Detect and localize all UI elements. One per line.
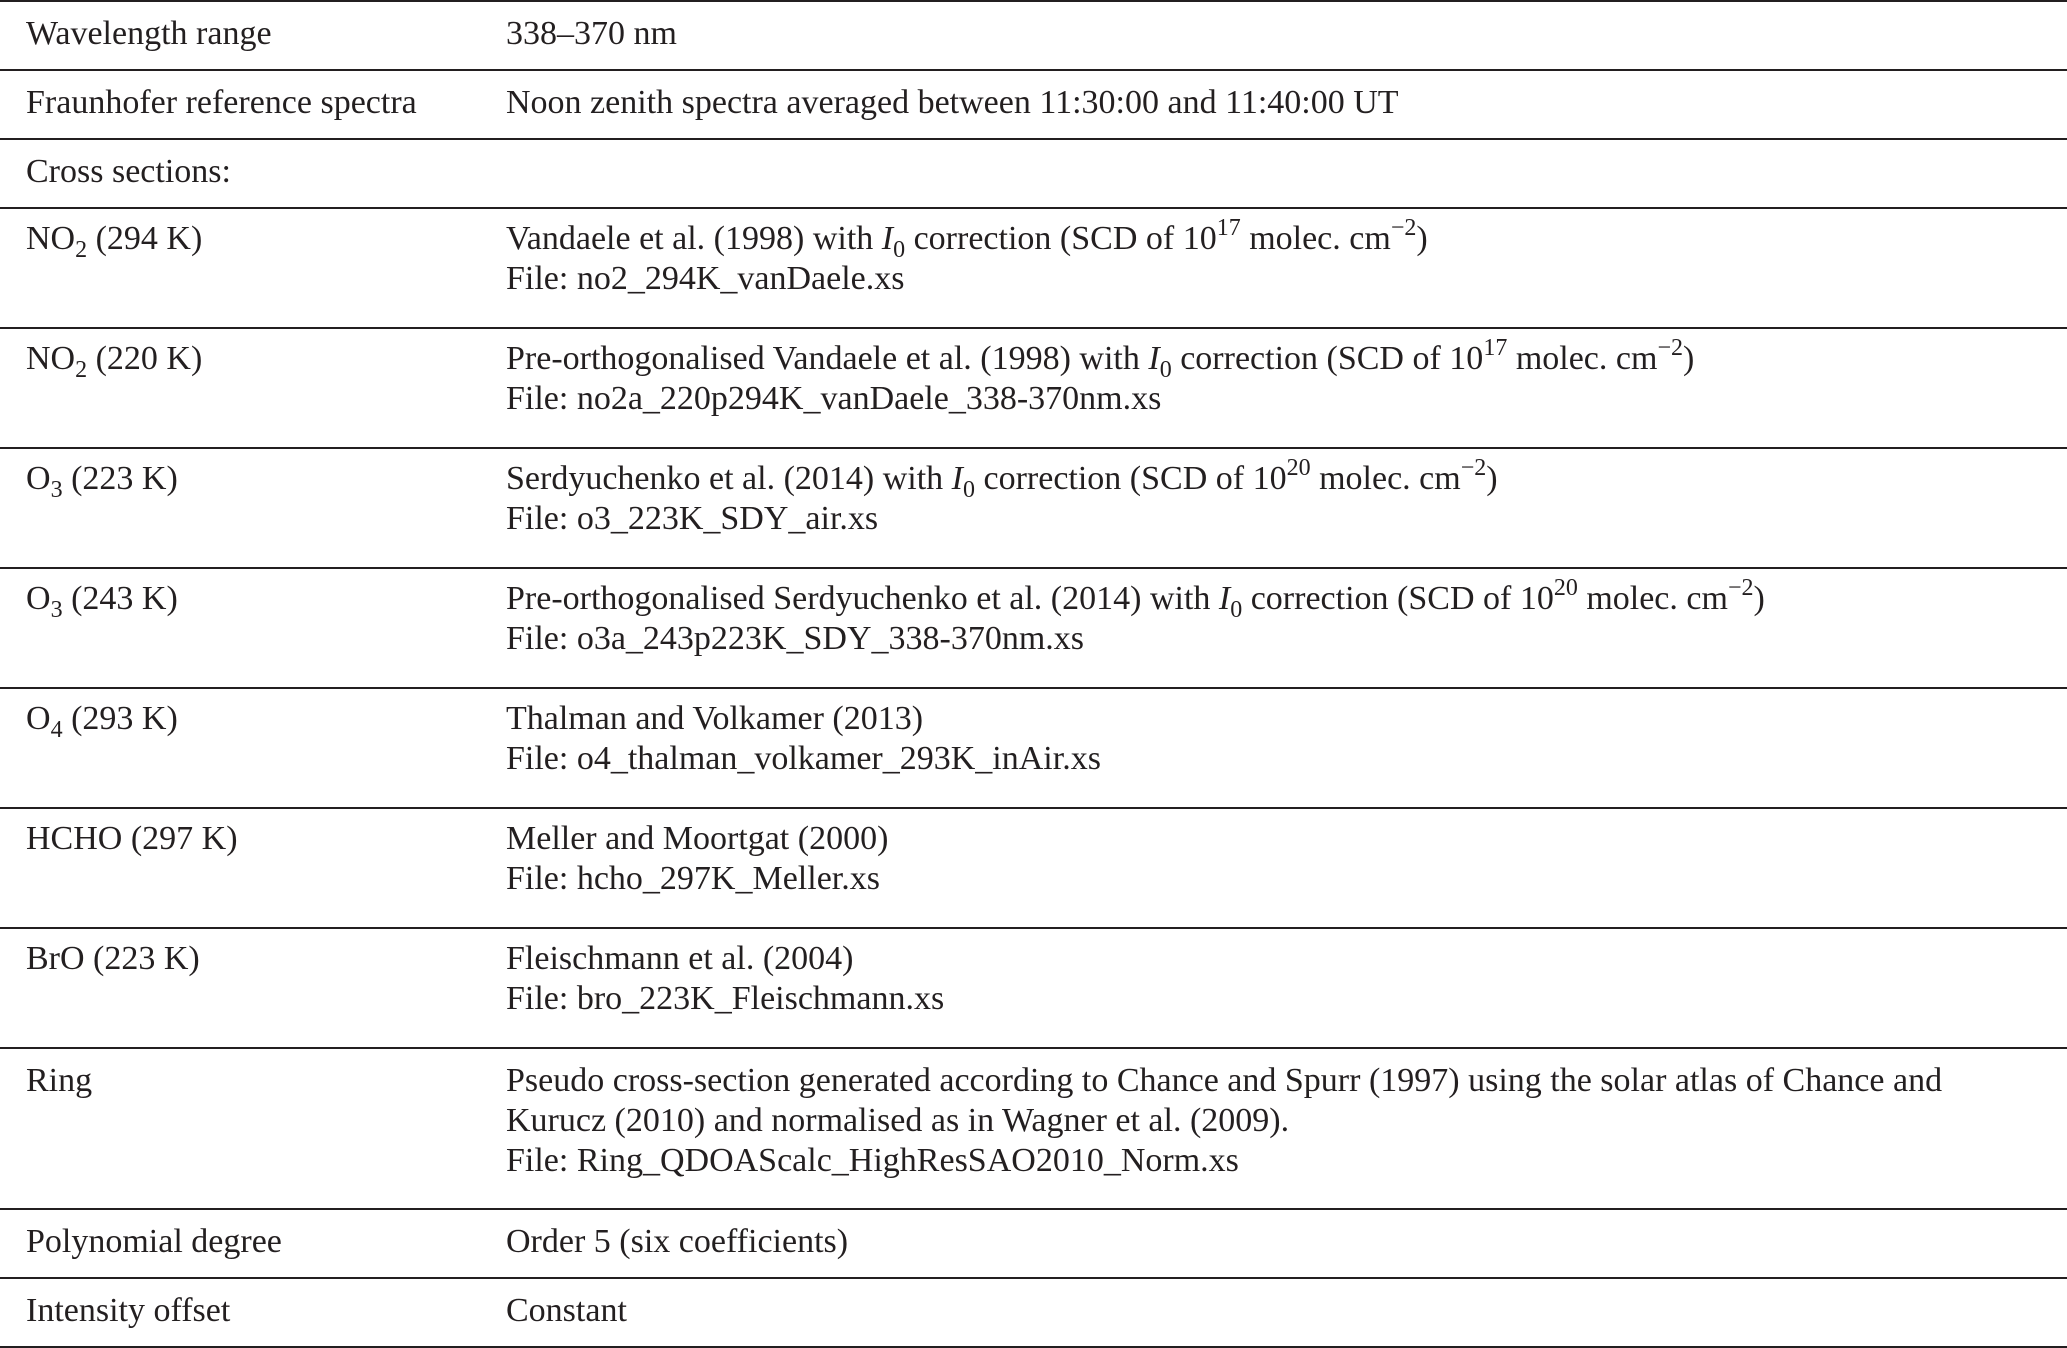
table-row (0, 1278, 2067, 1347)
row-label: HCHO (297 K) (0, 808, 480, 928)
section-label: Cross sections: (0, 139, 480, 208)
table-row (0, 688, 2067, 808)
table-row (0, 808, 2067, 928)
row-label: Intensity offset (0, 1278, 480, 1347)
table-row (0, 1209, 2067, 1278)
table-row (0, 1048, 2067, 1209)
file-name: File: Ring_QDOAScalc_HighResSAO2010_Norm.xs (506, 1142, 1239, 1179)
table-row (0, 328, 2067, 448)
cross-section-reference: Pre-orthogonalised Vandaele et al. (1998) with $I_0$ correction (SCD of $10^{17}$ molec. $cm^{-2}$) (506, 335, 1695, 383)
row-value-empty (480, 139, 2067, 208)
table-row (0, 208, 2067, 328)
row-label: $O_3$ (243 K) (0, 568, 480, 688)
row-value: Constant (480, 1278, 2067, 1347)
table-row (0, 139, 2067, 208)
row-value (480, 448, 2067, 568)
table-row (0, 448, 2067, 568)
file-name: File: no2a_220p294K_vanDaele_338-370nm.xs (506, 380, 1162, 417)
row-value: Noon zenith spectra averaged between 11:30:00 and 11:40:00 UT (480, 70, 2067, 139)
row-value (480, 808, 2067, 928)
row-value (480, 688, 2067, 808)
row-label: BrO (223 K) (0, 928, 480, 1048)
table-row (0, 568, 2067, 688)
file-name: File: o3_223K_SDY_air.xs (506, 500, 879, 537)
row-label: Fraunhofer reference spectra (0, 70, 480, 139)
row-value (480, 928, 2067, 1048)
row-value (480, 568, 2067, 688)
cross-section-reference: Vandaele et al. (1998) with $I_0$ correction (SCD of $10^{17}$ molec. $cm^{-2}$) (506, 215, 1428, 263)
cross-section-reference: Pseudo cross-section generated according to Chance and Spurr (1997) using the solar atlas of Chance and Kurucz (2010) and normalised as in Wagner et al. (2009). (506, 1062, 1943, 1139)
cross-section-reference: Fleischmann et al. (2004) (506, 940, 854, 977)
row-label: $NO_2$ (294 K) (0, 208, 480, 328)
row-value: Order 5 (six coefficients) (480, 1209, 2067, 1278)
table-row (0, 928, 2067, 1048)
cross-section-reference: Thalman and Volkamer (2013) (506, 700, 924, 737)
file-name: File: no2_294K_vanDaele.xs (506, 260, 905, 297)
row-value: 338–370 nm (480, 1, 2067, 70)
row-label: Wavelength range (0, 1, 480, 70)
table-row (0, 1, 2067, 70)
row-label: $O_3$ (223 K) (0, 448, 480, 568)
row-value (480, 1048, 2067, 1209)
row-label: $O_4$ (293 K) (0, 688, 480, 808)
table-row (0, 70, 2067, 139)
cross-section-reference: Serdyuchenko et al. (2014) with $I_0$ correction (SCD of $10^{20}$ molec. $cm^{-2}$) (506, 455, 1498, 503)
row-label: $NO_2$ (220 K) (0, 328, 480, 448)
row-label: Ring (0, 1048, 480, 1209)
file-name: File: o4_thalman_volkamer_293K_inAir.xs (506, 740, 1101, 777)
file-name: File: o3a_243p223K_SDY_338-370nm.xs (506, 620, 1084, 657)
cross-section-reference: Pre-orthogonalised Serdyuchenko et al. (2014) with $I_0$ correction (SCD of $10^{20}$ molec. $cm^{-2}$) (506, 575, 1765, 623)
file-name: File: hcho_297K_Meller.xs (506, 860, 880, 897)
row-label: Polynomial degree (0, 1209, 480, 1278)
cross-section-reference: Meller and Moortgat (2000) (506, 820, 889, 857)
row-value (480, 328, 2067, 448)
row-value (480, 208, 2067, 328)
file-name: File: bro_223K_Fleischmann.xs (506, 980, 945, 1017)
